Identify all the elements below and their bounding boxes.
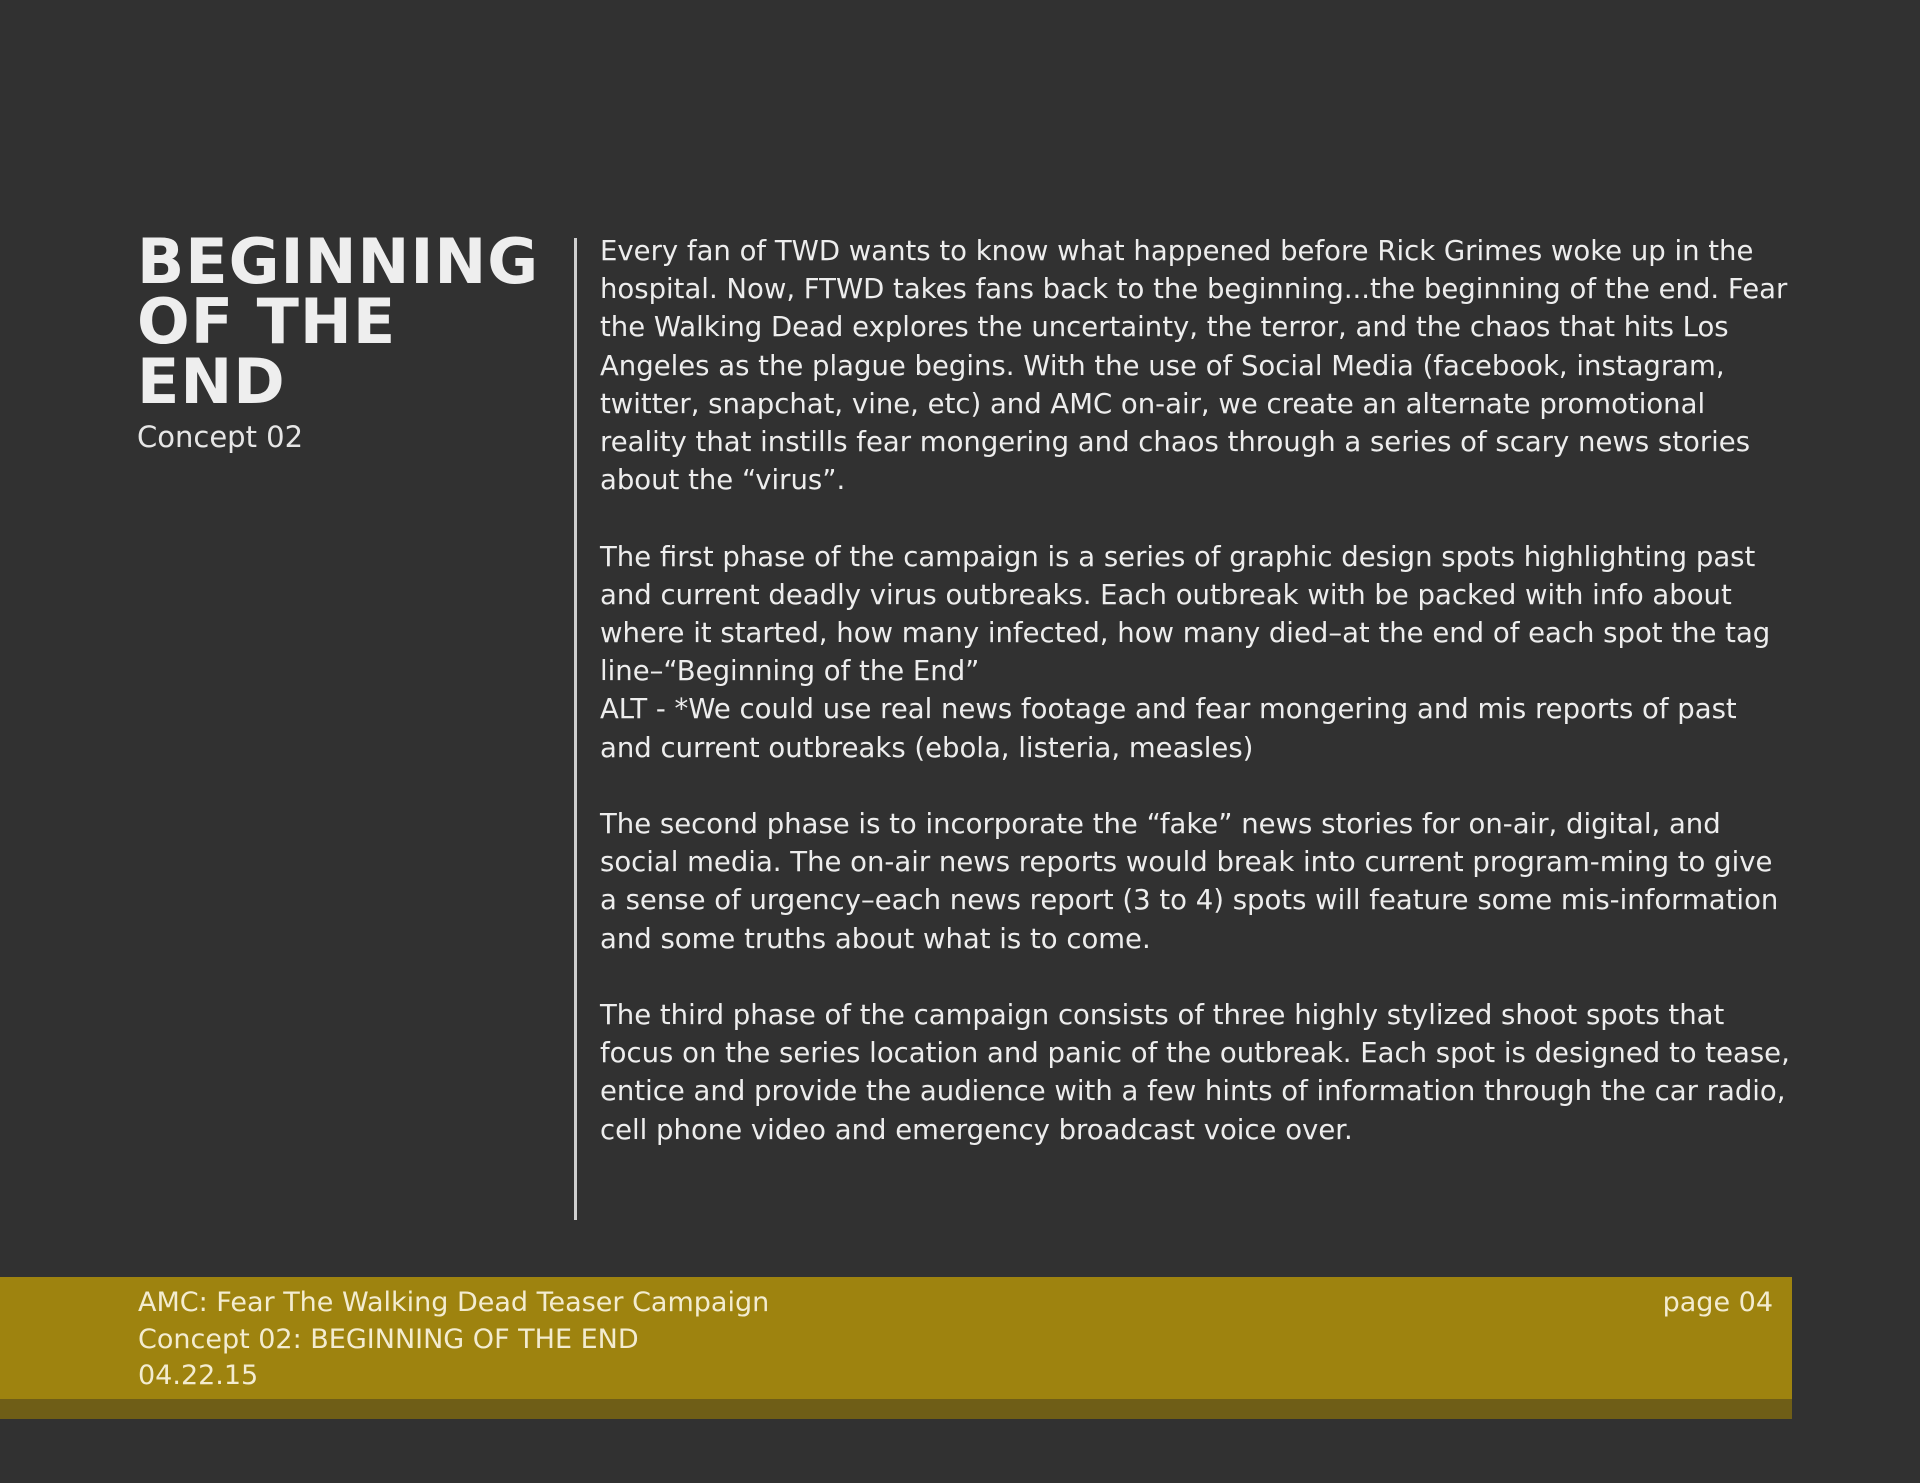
page-title-line-1: BEGINNING [137, 225, 540, 298]
page-subtitle: Concept 02 [137, 420, 304, 454]
page-title [137, 225, 557, 418]
footer-info [138, 1285, 769, 1395]
paragraph-phase-two: The second phase is to incorporate the “fake” news stories for on-air, digital, and social media. The on-air news reports would break into current program-ming to give a sense of urgency–each news report (3 to 4) spots will feature some mis-information and some truths about what is to come. [600, 808, 1779, 955]
title-block [137, 225, 557, 454]
page-title-line-2: OF THE END [137, 285, 397, 418]
footer-concept-title: Concept 02: BEGINNING OF THE END [138, 1323, 639, 1355]
footer-campaign-title: AMC: Fear The Walking Dead Teaser Campaign [138, 1287, 770, 1318]
body-text [600, 232, 1790, 1149]
vertical-divider [574, 238, 577, 1220]
footer-bar [0, 1277, 1792, 1399]
footer-date: 04.22.15 [138, 1360, 259, 1391]
paragraph-intro: Every fan of TWD wants to know what happened before Rick Grimes woke up in the hospital. Now, FTWD takes fans back to the beginning...the beginning of the end. Fear the Walking Dead explores the uncertainty, the terror, and the chaos that hits Los Angeles as the plague begins. With the use of Social Media (facebook, instagram, twitter, snapchat, vine, etc) and AMC on-air, we create an alternate promotional reality that instills fear mongering and chaos through a series of scary news stories about the “virus”. [600, 235, 1788, 497]
footer-shadow-band [0, 1399, 1792, 1419]
page-number: page 04 [1662, 1287, 1773, 1318]
paragraph-phase-three: The third phase of the campaign consists of three highly stylized shoot spots that focus on the series location and panic of the outbreak. Each spot is designed to tease, entice and provide the audience with a few hints of information through the car radio, cell phone video and emergency broadcast voice over. [600, 999, 1790, 1146]
paragraph-phase-one: The first phase of the campaign is a series of graphic design spots highlighting past and current deadly virus outbreaks. Each outbreak with be packed with info about where it started, how many infected, how many died–at the end of each spot the tag line–“Beginning of the End” ALT - *We could use real news footage and fear mongering and mis reports of past and current outbreaks (ebola, listeria, measles) [600, 540, 1771, 764]
